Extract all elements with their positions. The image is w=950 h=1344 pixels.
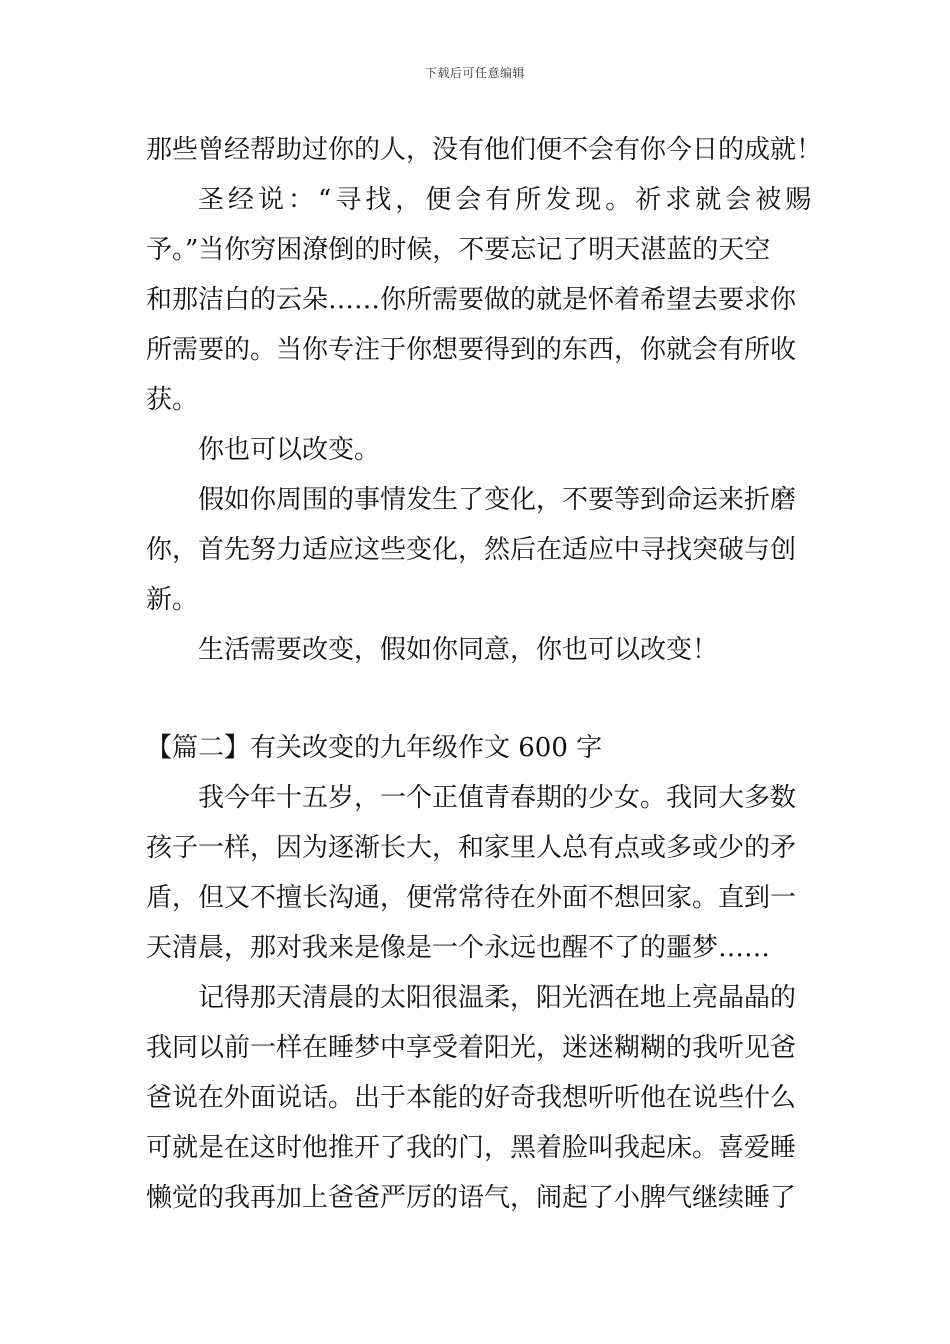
- text-line: 记得那天清晨的太阳很温柔，阳光洒在地上亮晶晶的: [198, 983, 797, 1013]
- text-line: 予。”当你穷困潦倒的时候，不要忘记了明天湛蓝的天空: [146, 235, 771, 265]
- text-line: 爸说在外面说话。出于本能的好奇我想听听他在说些什么: [146, 1083, 797, 1113]
- page-header: 下载后可任意编辑: [424, 66, 525, 80]
- text-line: 那些曾经帮助过你的人，没有他们便不会有你今日的成就！: [146, 135, 823, 165]
- text-line: 懒觉的我再加上爸爸严厉的语气，闹起了小脾气继续睡了: [146, 1183, 797, 1213]
- text-line: 盾，但又不擅长沟通，便常常待在外面不想回家。直到一: [146, 883, 797, 913]
- text-line: 获。: [146, 385, 199, 415]
- text-line: 可就是在这时他推开了我的门，黑着脸叫我起床。喜爱睡: [146, 1133, 797, 1163]
- text-line: 和那洁白的云朵……你所需要做的就是怀着希望去要求你: [146, 285, 797, 315]
- text-line: 圣经说：“寻找，便会有所发现。祈求就会被赐: [198, 185, 816, 215]
- text-line: 所需要的。当你专注于你想要得到的东西，你就会有所收: [146, 335, 797, 365]
- text-line: 孩子一样，因为逐渐长大，和家里人总有点或多或少的矛: [146, 833, 797, 863]
- text-line: 我同以前一样在睡梦中享受着阳光，迷迷糊糊的我听见爸: [146, 1033, 797, 1063]
- text-line: 你，首先努力适应这些变化，然后在适应中寻找突破与创: [146, 535, 797, 565]
- text-line: 你也可以改变。: [198, 435, 381, 465]
- text-line: 天清晨，那对我来是像是一个永远也醒不了的噩梦……: [146, 933, 771, 963]
- text-line: 生活需要改变，假如你同意，你也可以改变！: [198, 635, 719, 665]
- section-heading: 【篇二】有关改变的九年级作文 600 字: [146, 733, 603, 763]
- text-line: 我今年十五岁，一个正值青春期的少女。我同大多数: [198, 783, 797, 813]
- text-line: 假如你周围的事情发生了变化，不要等到命运来折磨: [198, 485, 797, 515]
- text-line: 新。: [146, 585, 199, 615]
